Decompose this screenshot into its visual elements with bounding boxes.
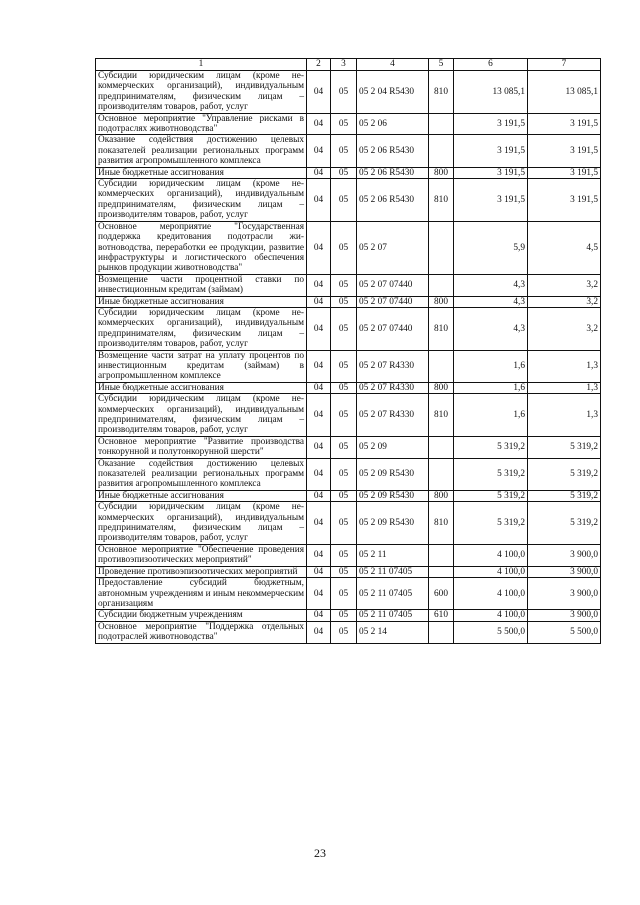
row-code-section: 04 bbox=[307, 167, 331, 178]
row-code-section: 04 bbox=[307, 621, 331, 643]
row-description: Субсидии юридическим лицам (кроме некоммерческих организаций), индивидуальным предпринимателям, физическим лицам – производителям товаров, работ, услуг bbox=[96, 71, 307, 114]
row-value-year-2: 3,2 bbox=[528, 296, 601, 307]
row-value-year-2: 1,3 bbox=[528, 382, 601, 393]
column-header: 3 bbox=[331, 59, 357, 71]
row-value-year-1: 4,3 bbox=[454, 274, 528, 296]
table-body bbox=[96, 59, 601, 644]
row-code-article: 05 2 07 07440 bbox=[357, 296, 429, 307]
row-code-expense-type: 810 bbox=[429, 307, 454, 350]
row-code-article: 05 2 11 bbox=[357, 544, 429, 566]
row-code-subsection: 05 bbox=[331, 436, 357, 458]
row-description: Иные бюджетные ассигнования bbox=[96, 296, 307, 307]
row-code-article: 05 2 07 07440 bbox=[357, 274, 429, 296]
row-description: Иные бюджетные ассигнования bbox=[96, 167, 307, 178]
column-header: 2 bbox=[307, 59, 331, 71]
row-code-article: 05 2 07 bbox=[357, 221, 429, 274]
row-code-expense-type bbox=[429, 350, 454, 382]
row-code-expense-type bbox=[429, 135, 454, 167]
page-number: 23 bbox=[314, 846, 326, 860]
table-row bbox=[96, 71, 601, 114]
table-row bbox=[96, 621, 601, 643]
row-code-expense-type: 800 bbox=[429, 490, 454, 501]
table-row bbox=[96, 179, 601, 222]
row-description: Предоставление субсидий бюджетным, автономным учреждениям и иным некоммерческим организациям bbox=[96, 578, 307, 610]
row-value-year-1: 5 319,2 bbox=[454, 436, 528, 458]
table-row bbox=[96, 135, 601, 167]
row-code-section: 04 bbox=[307, 179, 331, 222]
row-code-subsection: 05 bbox=[331, 274, 357, 296]
row-code-article: 05 2 07 07440 bbox=[357, 307, 429, 350]
row-code-section: 04 bbox=[307, 502, 331, 545]
row-code-section: 04 bbox=[307, 544, 331, 566]
row-code-section: 04 bbox=[307, 274, 331, 296]
row-code-expense-type bbox=[429, 274, 454, 296]
row-code-subsection: 05 bbox=[331, 490, 357, 501]
row-code-expense-type bbox=[429, 436, 454, 458]
row-code-article: 05 2 09 R5430 bbox=[357, 490, 429, 501]
row-value-year-1: 3 191,5 bbox=[454, 179, 528, 222]
row-code-subsection: 05 bbox=[331, 350, 357, 382]
row-code-article: 05 2 06 R5430 bbox=[357, 135, 429, 167]
column-header: 7 bbox=[528, 59, 601, 71]
row-code-subsection: 05 bbox=[331, 113, 357, 135]
row-code-expense-type bbox=[429, 621, 454, 643]
table-row bbox=[96, 436, 601, 458]
row-description: Иные бюджетные ассигнования bbox=[96, 490, 307, 501]
row-code-section: 04 bbox=[307, 566, 331, 577]
row-value-year-2: 5 319,2 bbox=[528, 502, 601, 545]
row-value-year-2: 3 191,5 bbox=[528, 135, 601, 167]
row-value-year-2: 3 191,5 bbox=[528, 113, 601, 135]
row-code-subsection: 05 bbox=[331, 296, 357, 307]
budget-table bbox=[95, 58, 601, 644]
row-code-subsection: 05 bbox=[331, 566, 357, 577]
row-value-year-1: 4,3 bbox=[454, 296, 528, 307]
row-code-expense-type: 800 bbox=[429, 382, 454, 393]
row-value-year-1: 3 191,5 bbox=[454, 135, 528, 167]
row-code-section: 04 bbox=[307, 221, 331, 274]
column-header: 1 bbox=[96, 59, 307, 71]
row-code-subsection: 05 bbox=[331, 179, 357, 222]
row-value-year-1: 4 100,0 bbox=[454, 544, 528, 566]
row-code-article: 05 2 09 bbox=[357, 436, 429, 458]
row-code-article: 05 2 06 bbox=[357, 113, 429, 135]
table-row bbox=[96, 544, 601, 566]
row-code-expense-type: 800 bbox=[429, 296, 454, 307]
row-code-article: 05 2 11 07405 bbox=[357, 566, 429, 577]
table-row bbox=[96, 167, 601, 178]
row-description: Основное мероприятие "Управление рисками в подотраслях животноводства" bbox=[96, 113, 307, 135]
row-value-year-2: 5 319,2 bbox=[528, 458, 601, 490]
row-value-year-2: 1,3 bbox=[528, 394, 601, 437]
row-code-subsection: 05 bbox=[331, 221, 357, 274]
row-description: Оказание содействия достижению целевых показателей реализации региональных программ развития агропромышленного комплекса bbox=[96, 458, 307, 490]
row-description: Субсидии бюджетным учреждениям bbox=[96, 610, 307, 621]
row-value-year-2: 1,3 bbox=[528, 350, 601, 382]
row-description: Иные бюджетные ассигнования bbox=[96, 382, 307, 393]
row-value-year-1: 1,6 bbox=[454, 350, 528, 382]
table-row bbox=[96, 458, 601, 490]
row-value-year-2: 4,5 bbox=[528, 221, 601, 274]
row-code-expense-type: 810 bbox=[429, 179, 454, 222]
row-value-year-2: 13 085,1 bbox=[528, 71, 601, 114]
row-code-expense-type: 600 bbox=[429, 578, 454, 610]
row-value-year-1: 1,6 bbox=[454, 394, 528, 437]
row-code-subsection: 05 bbox=[331, 502, 357, 545]
row-code-expense-type: 810 bbox=[429, 394, 454, 437]
row-description: Субсидии юридическим лицам (кроме некоммерческих организаций), индивидуальным предпринимателям, физическим лицам – производителям товаров, работ, услуг bbox=[96, 179, 307, 222]
row-code-article: 05 2 04 R5430 bbox=[357, 71, 429, 114]
row-code-subsection: 05 bbox=[331, 307, 357, 350]
row-code-section: 04 bbox=[307, 71, 331, 114]
row-code-article: 05 2 11 07405 bbox=[357, 610, 429, 621]
row-code-section: 04 bbox=[307, 610, 331, 621]
row-code-subsection: 05 bbox=[331, 610, 357, 621]
row-description: Субсидии юридическим лицам (кроме некоммерческих организаций), индивидуальным предпринимателям, физическим лицам – производителям товаров, работ, услуг bbox=[96, 502, 307, 545]
row-value-year-1: 5 319,2 bbox=[454, 502, 528, 545]
column-header: 4 bbox=[357, 59, 429, 71]
row-description: Основное мероприятие "Государственная поддержка кредитования подотрасли животноводства, переработки ее продукции, развитие инфраструктуры и логистического обеспечения рынков продукции животноводства" bbox=[96, 221, 307, 274]
row-value-year-2: 3,2 bbox=[528, 307, 601, 350]
row-code-section: 04 bbox=[307, 436, 331, 458]
table-row bbox=[96, 394, 601, 437]
column-header: 6 bbox=[454, 59, 528, 71]
row-value-year-1: 5 500,0 bbox=[454, 621, 528, 643]
row-value-year-1: 3 191,5 bbox=[454, 167, 528, 178]
row-code-subsection: 05 bbox=[331, 167, 357, 178]
table-header-row bbox=[96, 59, 601, 71]
row-code-expense-type bbox=[429, 113, 454, 135]
row-code-subsection: 05 bbox=[331, 578, 357, 610]
row-code-expense-type: 610 bbox=[429, 610, 454, 621]
table-row bbox=[96, 113, 601, 135]
row-code-section: 04 bbox=[307, 382, 331, 393]
row-code-expense-type bbox=[429, 566, 454, 577]
table-row bbox=[96, 382, 601, 393]
row-description: Субсидии юридическим лицам (кроме некоммерческих организаций), индивидуальным предпринимателям, физическим лицам – производителям товаров, работ, услуг bbox=[96, 307, 307, 350]
table-row bbox=[96, 221, 601, 274]
row-value-year-2: 3 191,5 bbox=[528, 167, 601, 178]
table-row bbox=[96, 578, 601, 610]
row-code-article: 05 2 07 R4330 bbox=[357, 394, 429, 437]
column-header: 5 bbox=[429, 59, 454, 71]
row-value-year-2: 5 319,2 bbox=[528, 490, 601, 501]
table-row bbox=[96, 610, 601, 621]
row-code-article: 05 2 06 R5430 bbox=[357, 179, 429, 222]
row-code-article: 05 2 06 R5430 bbox=[357, 167, 429, 178]
row-description: Проведение противоэпизоотических мероприятий bbox=[96, 566, 307, 577]
row-code-subsection: 05 bbox=[331, 394, 357, 437]
row-code-article: 05 2 09 R5430 bbox=[357, 502, 429, 545]
row-description: Основное мероприятие "Обеспечение проведения противоэпизоотических мероприятий" bbox=[96, 544, 307, 566]
row-value-year-1: 1,6 bbox=[454, 382, 528, 393]
row-code-section: 04 bbox=[307, 296, 331, 307]
row-code-subsection: 05 bbox=[331, 544, 357, 566]
row-code-expense-type bbox=[429, 458, 454, 490]
row-code-subsection: 05 bbox=[331, 621, 357, 643]
row-value-year-2: 3 900,0 bbox=[528, 544, 601, 566]
row-description: Субсидии юридическим лицам (кроме некоммерческих организаций), индивидуальным предпринимателям, физическим лицам – производителям товаров, работ, услуг bbox=[96, 394, 307, 437]
table-row bbox=[96, 490, 601, 501]
row-value-year-1: 4 100,0 bbox=[454, 566, 528, 577]
row-value-year-2: 3 900,0 bbox=[528, 566, 601, 577]
row-code-section: 04 bbox=[307, 350, 331, 382]
table-row bbox=[96, 350, 601, 382]
row-code-article: 05 2 07 R4330 bbox=[357, 382, 429, 393]
row-code-article: 05 2 14 bbox=[357, 621, 429, 643]
row-value-year-1: 4,3 bbox=[454, 307, 528, 350]
row-value-year-1: 4 100,0 bbox=[454, 610, 528, 621]
table-row bbox=[96, 274, 601, 296]
row-code-subsection: 05 bbox=[331, 458, 357, 490]
row-code-section: 04 bbox=[307, 135, 331, 167]
row-code-section: 04 bbox=[307, 458, 331, 490]
row-description: Оказание содействия достижению целевых показателей реализации региональных программ развития агропромышленного комплекса bbox=[96, 135, 307, 167]
row-value-year-2: 3 900,0 bbox=[528, 610, 601, 621]
row-code-subsection: 05 bbox=[331, 382, 357, 393]
row-code-section: 04 bbox=[307, 490, 331, 501]
row-value-year-2: 5 319,2 bbox=[528, 436, 601, 458]
row-value-year-1: 5 319,2 bbox=[454, 490, 528, 501]
row-value-year-1: 5 319,2 bbox=[454, 458, 528, 490]
row-code-expense-type: 810 bbox=[429, 502, 454, 545]
row-code-article: 05 2 11 07405 bbox=[357, 578, 429, 610]
row-value-year-2: 3 191,5 bbox=[528, 179, 601, 222]
row-code-expense-type bbox=[429, 544, 454, 566]
row-code-expense-type: 800 bbox=[429, 167, 454, 178]
row-code-article: 05 2 09 R5430 bbox=[357, 458, 429, 490]
row-code-section: 04 bbox=[307, 394, 331, 437]
budget-table-container bbox=[95, 58, 600, 644]
row-value-year-2: 5 500,0 bbox=[528, 621, 601, 643]
table-row bbox=[96, 566, 601, 577]
row-value-year-2: 3,2 bbox=[528, 274, 601, 296]
row-code-section: 04 bbox=[307, 307, 331, 350]
row-value-year-2: 3 900,0 bbox=[528, 578, 601, 610]
row-description: Возмещение части затрат на уплату процентов по инвестиционным кредитам (займам) в агропромышленном комплексе bbox=[96, 350, 307, 382]
row-description: Возмещение части процентной ставки по инвестиционным кредитам (займам) bbox=[96, 274, 307, 296]
row-code-subsection: 05 bbox=[331, 71, 357, 114]
row-description: Основное мероприятие "Поддержка отдельных подотраслей животноводства" bbox=[96, 621, 307, 643]
row-description: Основное мероприятие "Развитие производства тонкорунной и полутонкорунной шерсти" bbox=[96, 436, 307, 458]
row-value-year-1: 5,9 bbox=[454, 221, 528, 274]
row-code-expense-type bbox=[429, 221, 454, 274]
row-code-section: 04 bbox=[307, 113, 331, 135]
table-row bbox=[96, 307, 601, 350]
table-row bbox=[96, 502, 601, 545]
row-value-year-1: 4 100,0 bbox=[454, 578, 528, 610]
row-code-article: 05 2 07 R4330 bbox=[357, 350, 429, 382]
row-code-section: 04 bbox=[307, 578, 331, 610]
row-value-year-1: 13 085,1 bbox=[454, 71, 528, 114]
row-code-subsection: 05 bbox=[331, 135, 357, 167]
row-value-year-1: 3 191,5 bbox=[454, 113, 528, 135]
row-code-expense-type: 810 bbox=[429, 71, 454, 114]
table-row bbox=[96, 296, 601, 307]
